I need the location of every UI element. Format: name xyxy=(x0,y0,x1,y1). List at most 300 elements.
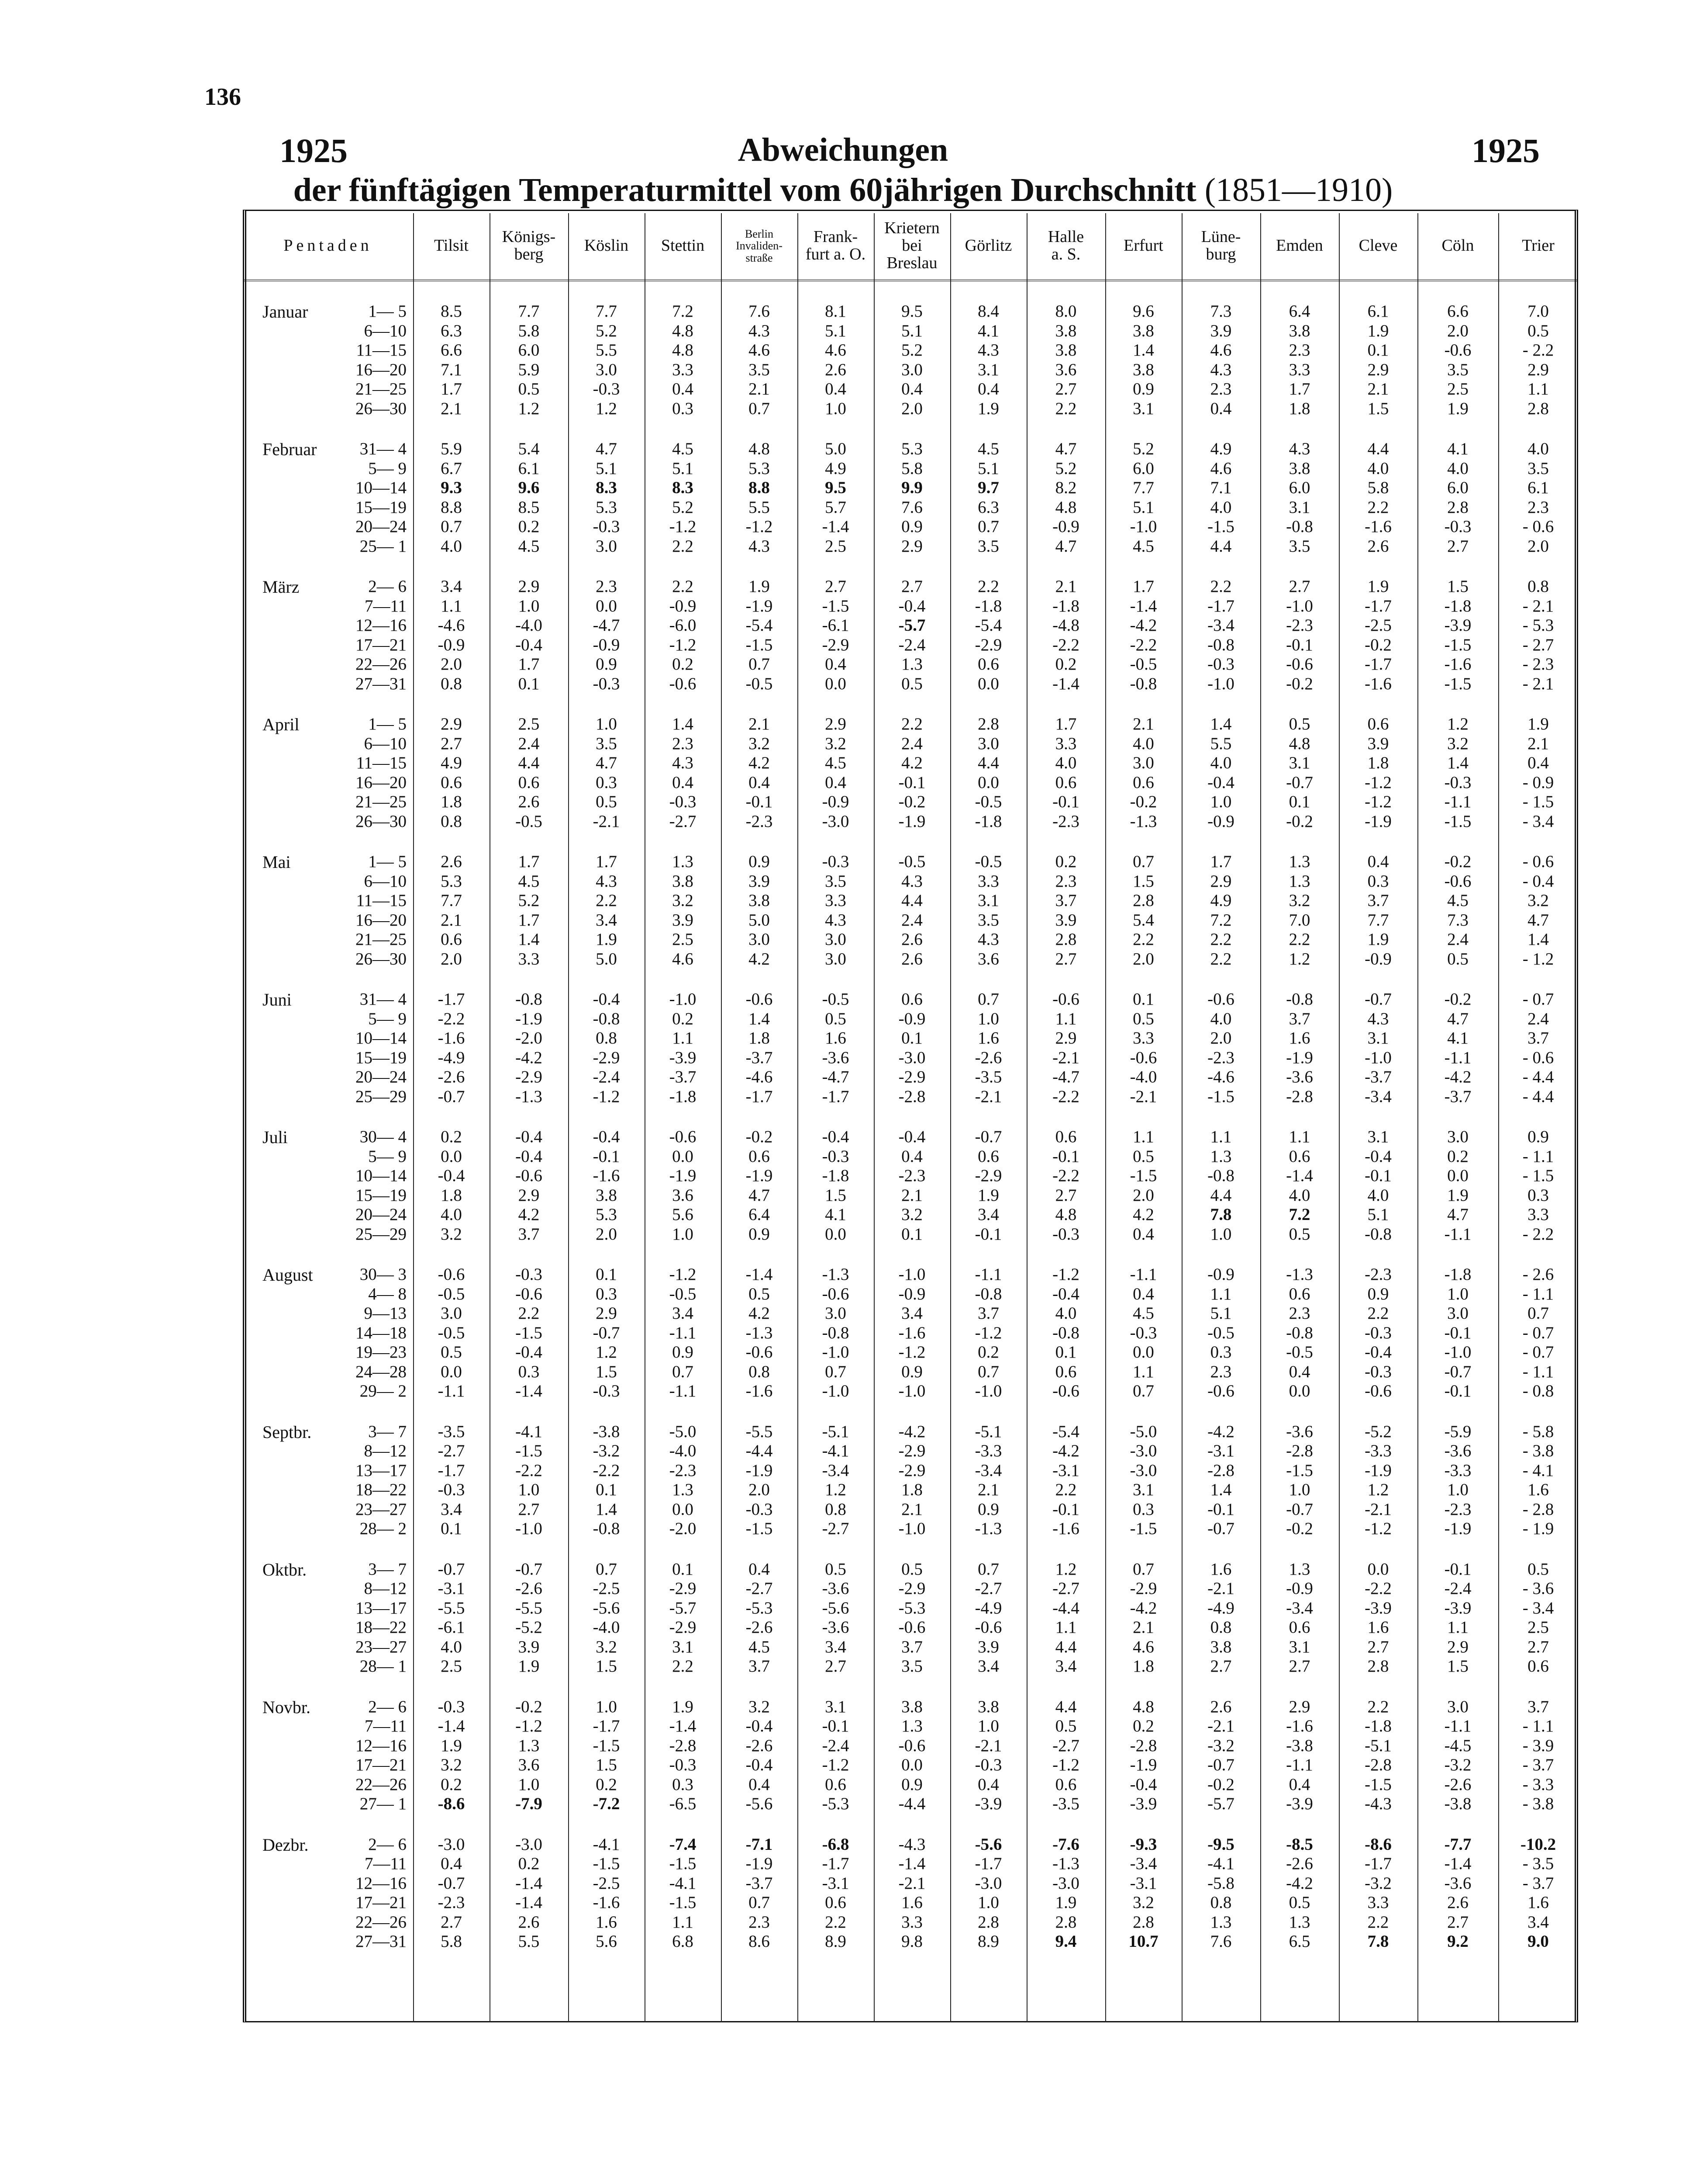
table-cell: 6.4 xyxy=(748,1205,770,1224)
table-cell: 8.5 xyxy=(441,302,462,321)
table-cell: 0.2 xyxy=(978,1343,999,1362)
table-cell: 4.7 xyxy=(596,753,617,772)
table-cell: 0.7 xyxy=(978,1362,999,1381)
table-cell: 0.0 xyxy=(441,1362,462,1381)
table-cell: 2.8 xyxy=(1527,399,1549,418)
table-cell: 2.1 xyxy=(441,399,462,418)
table-cell: 4.2 xyxy=(748,753,770,772)
table-cell: -3.1 xyxy=(1052,1461,1079,1480)
table-cell: -0.6 xyxy=(515,1284,542,1303)
table-cell: 0.7 xyxy=(748,655,770,674)
table-cell: 4.9 xyxy=(1210,891,1232,910)
table-cell: -2.8 xyxy=(1207,1461,1234,1480)
table-cell: 1.7 xyxy=(441,380,462,398)
table-cell: 3.5 xyxy=(748,360,770,379)
table-cell: -0.6 xyxy=(1286,655,1313,674)
table-cell: 8.3 xyxy=(596,478,617,497)
table-cell: 0.5 xyxy=(441,1343,462,1362)
table-cell: 0.7 xyxy=(748,1893,770,1912)
table-cell: 1.6 xyxy=(596,1912,617,1932)
table-cell: -0.6 xyxy=(1130,1048,1157,1067)
table-cell: 2.0 xyxy=(901,399,923,418)
table-cell: -1.9 xyxy=(745,596,773,615)
table-cell: -0.2 xyxy=(1286,812,1313,831)
table-cell: 3.9 xyxy=(1055,910,1077,930)
table-cell: -0.6 xyxy=(1444,341,1472,359)
table-cell: -4.2 xyxy=(1444,1068,1472,1086)
table-cell: -0.2 xyxy=(1365,635,1392,654)
table-cell: 1.4 xyxy=(1527,930,1549,949)
table-cell: -1.7 xyxy=(438,990,465,1009)
table-cell: 3.9 xyxy=(1210,321,1232,340)
table-cell: -0.2 xyxy=(898,792,926,811)
column-header: Krietern bei Breslau xyxy=(884,219,940,272)
table-cell: -4.7 xyxy=(593,616,620,635)
table-cell: -2.4 xyxy=(898,635,926,654)
table-cell: 5.8 xyxy=(1367,478,1389,497)
table-cell: -0.1 xyxy=(975,1224,1002,1244)
table-cell: - 3.7 xyxy=(1522,1873,1554,1893)
table-cell: 4.0 xyxy=(441,1205,462,1224)
table-cell: -1.6 xyxy=(898,1323,926,1342)
table-cell: -0.3 xyxy=(669,1755,696,1774)
pentade-label: 2— 6 xyxy=(368,577,407,596)
pentade-label: 6—10 xyxy=(364,321,407,340)
table-cell: 2.9 xyxy=(518,1185,540,1205)
table-cell: 2.5 xyxy=(1447,380,1469,398)
table-cell: -8.6 xyxy=(1365,1835,1392,1854)
table-cell: 1.8 xyxy=(1367,753,1389,772)
table-cell: 1.0 xyxy=(978,1009,999,1028)
table-cell: -0.4 xyxy=(898,596,926,615)
table-cell: 2.3 xyxy=(1210,1362,1232,1381)
table-cell: -0.1 xyxy=(1052,1500,1079,1519)
table-cell: 1.8 xyxy=(1133,1657,1154,1676)
table-cell: -0.1 xyxy=(1052,792,1079,811)
month-label: Juli xyxy=(262,1127,288,1147)
pentade-label: 28— 1 xyxy=(359,1657,407,1676)
table-cell: 5.5 xyxy=(748,498,770,517)
table-cell: -1.4 xyxy=(1052,674,1079,693)
pentade-label: 1— 5 xyxy=(368,302,407,321)
table-cell: 5.7 xyxy=(825,498,846,517)
table-cell: - 0.6 xyxy=(1522,517,1554,536)
table-cell: -1.9 xyxy=(1365,1461,1392,1480)
table-cell: -3.0 xyxy=(515,1835,542,1854)
table-cell: 0.3 xyxy=(1133,1500,1154,1519)
table-cell: 6.4 xyxy=(1289,302,1310,321)
pentade-label: 16—20 xyxy=(355,360,407,379)
table-cell: -1.0 xyxy=(1130,517,1157,536)
table-cell: -0.4 xyxy=(515,1147,542,1166)
table-cell: 0.9 xyxy=(672,1343,693,1362)
table-cell: 2.9 xyxy=(1447,1637,1469,1656)
table-cell: 1.1 xyxy=(672,1912,693,1932)
table-cell: -3.5 xyxy=(1052,1794,1079,1813)
table-cell: 3.9 xyxy=(748,871,770,891)
table-cell: 3.1 xyxy=(1367,1127,1389,1146)
table-cell: 0.6 xyxy=(825,1893,846,1912)
table-cell: 3.4 xyxy=(441,577,462,596)
table-cell: 1.1 xyxy=(1527,380,1549,398)
table-cell: 1.9 xyxy=(1055,1893,1077,1912)
table-cell: 4.4 xyxy=(1055,1697,1077,1716)
table-cell: -2.3 xyxy=(1444,1500,1472,1519)
table-cell: -0.6 xyxy=(745,990,773,1009)
table-cell: 0.4 xyxy=(825,773,846,792)
table-cell: 2.7 xyxy=(1289,577,1310,596)
table-cell: 2.2 xyxy=(1367,1697,1389,1716)
table-cell: -1.6 xyxy=(1286,1717,1313,1735)
table-cell: 3.3 xyxy=(1133,1029,1154,1047)
table-cell: -5.1 xyxy=(1365,1736,1392,1755)
table-cell: -2.2 xyxy=(1130,635,1157,654)
table-cell: 4.0 xyxy=(1527,439,1549,458)
table-cell: -3.8 xyxy=(1286,1736,1313,1755)
table-cell: 1.8 xyxy=(1289,399,1310,418)
table-cell: - 3.9 xyxy=(1522,1736,1554,1755)
pentade-label: 24—28 xyxy=(355,1362,407,1381)
table-cell: -0.2 xyxy=(515,1697,542,1716)
table-cell: 1.6 xyxy=(1527,1893,1549,1912)
table-cell: 2.3 xyxy=(1055,871,1077,891)
table-cell: -4.2 xyxy=(1286,1873,1313,1893)
table-cell: -1.0 xyxy=(1286,596,1313,615)
table-cell: -2.9 xyxy=(975,635,1002,654)
pentade-label: 25—29 xyxy=(355,1224,407,1244)
table-cell: 3.0 xyxy=(1133,753,1154,772)
table-cell: -0.3 xyxy=(822,1147,849,1166)
table-cell: -1.0 xyxy=(1444,1343,1472,1362)
table-cell: -4.5 xyxy=(1444,1736,1472,1755)
table-cell: 7.7 xyxy=(441,891,462,910)
table-cell: 7.7 xyxy=(518,302,540,321)
table-cell: 3.8 xyxy=(748,891,770,910)
table-cell: 4.9 xyxy=(825,459,846,478)
table-cell: -2.3 xyxy=(1365,1265,1392,1284)
table-cell: -3.8 xyxy=(1444,1794,1472,1813)
table-cell: 1.9 xyxy=(748,577,770,596)
table-cell: 7.8 xyxy=(1210,1205,1232,1224)
table-cell: 2.0 xyxy=(441,655,462,674)
table-cell: 2.7 xyxy=(518,1500,540,1519)
table-cell: 6.1 xyxy=(1367,302,1389,321)
table-cell: 3.9 xyxy=(978,1637,999,1656)
table-cell: -0.8 xyxy=(1207,635,1234,654)
table-cell: -0.6 xyxy=(898,1736,926,1755)
table-cell: 5.8 xyxy=(441,1932,462,1951)
table-cell: 5.9 xyxy=(518,360,540,379)
table-cell: 2.2 xyxy=(1055,1480,1077,1499)
table-cell: 2.2 xyxy=(1367,1912,1389,1932)
table-cell: -0.4 xyxy=(1365,1343,1392,1362)
table-cell: 4.9 xyxy=(1210,439,1232,458)
table-cell: -6.5 xyxy=(669,1794,696,1813)
table-cell: -1.2 xyxy=(1365,1519,1392,1538)
table-cell: 4.8 xyxy=(672,341,693,359)
table-cell: 3.5 xyxy=(1289,536,1310,556)
table-cell: -1.2 xyxy=(669,517,696,536)
table-cell: 6.0 xyxy=(518,341,540,359)
table-cell: -0.4 xyxy=(1207,773,1234,792)
table-cell: 2.3 xyxy=(1289,1304,1310,1323)
table-cell: -4.1 xyxy=(593,1835,620,1854)
table-cell: -3.0 xyxy=(898,1048,926,1067)
pentade-label: 13—17 xyxy=(355,1598,407,1617)
title-line-2-period: (1851—1910) xyxy=(1204,172,1393,208)
table-cell: 0.1 xyxy=(1367,341,1389,359)
table-cell: 2.4 xyxy=(1447,930,1469,949)
table-cell: 0.0 xyxy=(1289,1382,1310,1400)
table-cell: -2.6 xyxy=(975,1048,1002,1067)
table-cell: 0.5 xyxy=(1289,715,1310,733)
table-cell: 0.7 xyxy=(1527,1304,1549,1323)
table-cell: -0.8 xyxy=(515,990,542,1009)
column-header: Lüne- burg xyxy=(1201,228,1241,263)
table-cell: 3.3 xyxy=(901,1912,923,1932)
table-cell: 2.8 xyxy=(978,1912,999,1932)
table-cell: 0.7 xyxy=(1133,1559,1154,1579)
table-cell: - 1.1 xyxy=(1522,1362,1554,1381)
table-cell: 0.4 xyxy=(825,655,846,674)
table-cell: -0.1 xyxy=(1444,1559,1472,1579)
column-divider xyxy=(1339,213,1340,2022)
table-cell: -2.9 xyxy=(898,1461,926,1480)
table-cell: -1.5 xyxy=(1444,674,1472,693)
table-cell: - 4.1 xyxy=(1522,1461,1554,1480)
table-cell: 0.5 xyxy=(1289,1893,1310,1912)
table-cell: 3.2 xyxy=(901,1205,923,1224)
pentade-label: 16—20 xyxy=(355,773,407,792)
table-cell: 3.8 xyxy=(978,1697,999,1716)
table-cell: 0.5 xyxy=(596,792,617,811)
table-cell: -4.6 xyxy=(438,616,465,635)
table-cell: -1.5 xyxy=(515,1441,542,1460)
table-cell: -0.6 xyxy=(745,1343,773,1362)
table-cell: 2.7 xyxy=(1055,949,1077,968)
table-cell: 7.6 xyxy=(748,302,770,321)
table-cell: 1.7 xyxy=(1133,577,1154,596)
table-cell: 2.0 xyxy=(596,1224,617,1244)
table-cell: 4.8 xyxy=(1055,1205,1077,1224)
table-cell: 0.5 xyxy=(901,1559,923,1579)
table-cell: 3.8 xyxy=(596,1185,617,1205)
table-cell: -7.2 xyxy=(593,1794,620,1813)
table-cell: 1.5 xyxy=(1447,577,1469,596)
table-cell: -1.4 xyxy=(515,1873,542,1893)
table-cell: 3.0 xyxy=(1447,1697,1469,1716)
table-cell: 0.2 xyxy=(672,1009,693,1028)
table-cell: -6.1 xyxy=(822,616,849,635)
table-cell: 3.4 xyxy=(978,1205,999,1224)
table-cell: -3.6 xyxy=(1444,1873,1472,1893)
table-cell: -1.9 xyxy=(1130,1755,1157,1774)
table-cell: 0.4 xyxy=(1367,852,1389,871)
table-cell: 1.3 xyxy=(1210,1912,1232,1932)
table-cell: -1.2 xyxy=(898,1343,926,1362)
table-cell: -3.5 xyxy=(975,1068,1002,1086)
pentade-label: 27— 1 xyxy=(359,1794,407,1813)
table-cell: -3.0 xyxy=(975,1873,1002,1893)
table-cell: 0.1 xyxy=(1055,1343,1077,1362)
table-cell: 1.2 xyxy=(825,1480,846,1499)
table-cell: 2.7 xyxy=(825,577,846,596)
table-cell: 0.8 xyxy=(441,674,462,693)
table-cell: -8.6 xyxy=(438,1794,465,1813)
table-cell: -2.7 xyxy=(975,1579,1002,1598)
table-cell: 1.3 xyxy=(672,1480,693,1499)
table-cell: -2.7 xyxy=(669,812,696,831)
pentade-label: 1— 5 xyxy=(368,715,407,733)
table-cell: 7.7 xyxy=(596,302,617,321)
table-cell: -1.4 xyxy=(822,517,849,536)
table-cell: -0.4 xyxy=(745,1755,773,1774)
table-cell: -0.2 xyxy=(1286,674,1313,693)
table-cell: 3.3 xyxy=(672,360,693,379)
table-cell: 4.6 xyxy=(1133,1637,1154,1656)
table-cell: -0.4 xyxy=(745,1717,773,1735)
table-cell: 0.3 xyxy=(1527,1185,1549,1205)
pentade-label: 3— 7 xyxy=(368,1422,407,1441)
table-cell: - 0.6 xyxy=(1522,1048,1554,1067)
table-cell: 4.8 xyxy=(672,321,693,340)
table-cell: 3.1 xyxy=(1289,753,1310,772)
table-cell: - 0.7 xyxy=(1522,1323,1554,1342)
table-cell: -1.7 xyxy=(822,1087,849,1106)
table-cell: 1.4 xyxy=(1133,341,1154,359)
table-cell: - 2.2 xyxy=(1522,1224,1554,1244)
header-separator xyxy=(243,280,1578,281)
table-cell: 7.8 xyxy=(1367,1932,1389,1951)
table-cell: 3.6 xyxy=(978,949,999,968)
table-cell: 3.0 xyxy=(1447,1127,1469,1146)
table-cell: 0.1 xyxy=(672,1559,693,1579)
table-cell: -0.5 xyxy=(669,1284,696,1303)
table-cell: -2.7 xyxy=(1052,1579,1079,1598)
table-cell: -1.9 xyxy=(1444,1519,1472,1538)
table-cell: -0.8 xyxy=(1286,1323,1313,1342)
table-cell: 1.7 xyxy=(1055,715,1077,733)
table-cell: 1.3 xyxy=(1210,1147,1232,1166)
table-cell: 1.3 xyxy=(518,1736,540,1755)
table-cell: 2.2 xyxy=(1367,1304,1389,1323)
table-cell: - 3.6 xyxy=(1522,1579,1554,1598)
column-header: Emden xyxy=(1276,236,1323,255)
pentade-label: 5— 9 xyxy=(368,1147,407,1166)
table-cell: 3.3 xyxy=(978,871,999,891)
title-line-1: Abweichungen xyxy=(738,131,948,168)
table-cell: -0.3 xyxy=(1444,773,1472,792)
table-cell: 4.5 xyxy=(518,871,540,891)
pentade-label: 11—15 xyxy=(356,753,407,772)
table-cell: 0.6 xyxy=(1527,1657,1549,1676)
table-cell: 1.3 xyxy=(901,1717,923,1735)
table-cell: -4.1 xyxy=(669,1873,696,1893)
table-cell: -1.7 xyxy=(745,1087,773,1106)
table-cell: -3.9 xyxy=(669,1048,696,1067)
table-cell: -0.3 xyxy=(745,1500,773,1519)
table-cell: -3.6 xyxy=(1286,1068,1313,1086)
table-cell: -0.5 xyxy=(438,1323,465,1342)
pentade-label: 8—12 xyxy=(364,1579,407,1598)
table-cell: 2.6 xyxy=(901,930,923,949)
table-cell: 5.0 xyxy=(596,949,617,968)
table-cell: -0.9 xyxy=(1286,1579,1313,1598)
table-cell: 0.6 xyxy=(978,655,999,674)
table-cell: 6.0 xyxy=(1447,478,1469,497)
table-cell: -5.3 xyxy=(745,1598,773,1617)
table-cell: 2.5 xyxy=(441,1657,462,1676)
table-cell: 3.2 xyxy=(1447,734,1469,753)
month-label: März xyxy=(262,577,300,597)
table-cell: -0.3 xyxy=(1365,1323,1392,1342)
table-cell: -4.4 xyxy=(745,1441,773,1460)
table-cell: 2.6 xyxy=(901,949,923,968)
table-cell: 2.7 xyxy=(1289,1657,1310,1676)
table-cell: -3.7 xyxy=(1444,1087,1472,1106)
table-cell: 3.6 xyxy=(1055,360,1077,379)
table-cell: -2.3 xyxy=(1286,616,1313,635)
table-cell: -1.2 xyxy=(822,1755,849,1774)
table-cell: 3.8 xyxy=(1133,360,1154,379)
table-cell: -4.2 xyxy=(1130,1598,1157,1617)
table-cell: -2.0 xyxy=(669,1519,696,1538)
table-cell: -1.4 xyxy=(745,1265,773,1284)
table-cell: -1.0 xyxy=(822,1343,849,1362)
table-cell: - 3.8 xyxy=(1522,1794,1554,1813)
table-cell: 1.5 xyxy=(596,1657,617,1676)
table-cell: 1.7 xyxy=(1210,852,1232,871)
table-cell: -3.9 xyxy=(1286,1794,1313,1813)
table-cell: 8.8 xyxy=(441,498,462,517)
table-cell: 0.8 xyxy=(825,1500,846,1519)
table-cell: 4.0 xyxy=(441,1637,462,1656)
table-cell: -0.6 xyxy=(898,1618,926,1637)
table-cell: 3.1 xyxy=(1289,498,1310,517)
table-cell: 2.1 xyxy=(1133,715,1154,733)
table-cell: - 2.7 xyxy=(1522,635,1554,654)
table-cell: 4.1 xyxy=(1447,439,1469,458)
table-cell: 2.3 xyxy=(672,734,693,753)
table-cell: 4.2 xyxy=(748,1304,770,1323)
table-cell: 0.1 xyxy=(441,1519,462,1538)
table-cell: 1.1 xyxy=(1210,1127,1232,1146)
table-cell: -5.8 xyxy=(1207,1873,1234,1893)
table-cell: -0.1 xyxy=(1365,1166,1392,1185)
month-label: Mai xyxy=(262,852,291,872)
table-cell: 1.5 xyxy=(1367,399,1389,418)
table-cell: -1.7 xyxy=(975,1854,1002,1873)
table-cell: 4.8 xyxy=(1133,1697,1154,1716)
pentade-label: 22—26 xyxy=(355,1912,407,1932)
table-cell: -2.9 xyxy=(898,1068,926,1086)
table-cell: -0.7 xyxy=(975,1127,1002,1146)
table-cell: -0.4 xyxy=(898,1127,926,1146)
table-cell: 4.5 xyxy=(748,1637,770,1656)
table-cell: 1.4 xyxy=(748,1009,770,1028)
table-cell: 7.2 xyxy=(1210,910,1232,930)
table-cell: -1.6 xyxy=(1052,1519,1079,1538)
table-cell: -5.4 xyxy=(1052,1422,1079,1441)
table-cell: -0.3 xyxy=(1365,1362,1392,1381)
table-cell: -7.7 xyxy=(1444,1835,1472,1854)
table-cell: 4.7 xyxy=(1527,910,1549,930)
table-cell: - 1.9 xyxy=(1522,1519,1554,1538)
pentade-label: 31— 4 xyxy=(359,439,407,458)
column-divider xyxy=(874,213,875,2022)
table-cell: 5.3 xyxy=(596,498,617,517)
table-cell: 0.4 xyxy=(672,773,693,792)
